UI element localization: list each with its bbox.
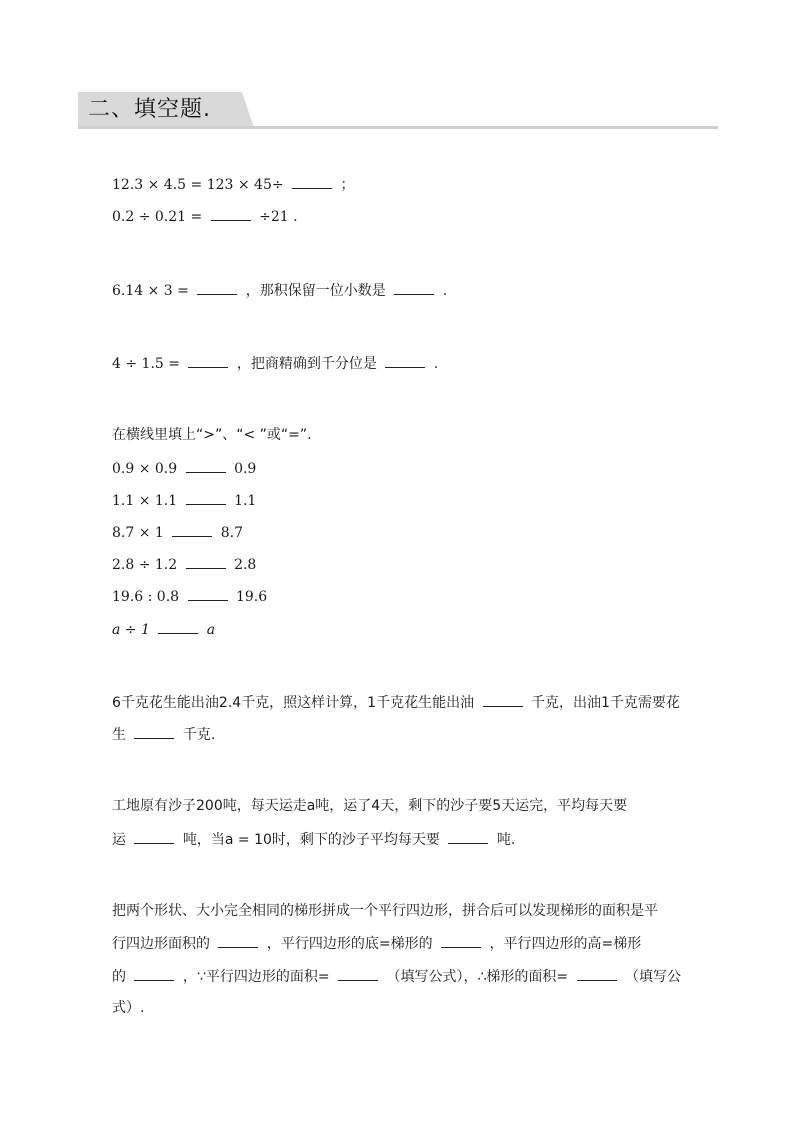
q7-text: ，∵平行四边形的面积= [182, 969, 330, 985]
q7-text: ，平行四边形的底=梯形的 [266, 936, 433, 952]
answer-blank[interactable] [448, 829, 488, 844]
answer-blank[interactable] [385, 353, 425, 368]
comparison-right: 0.9 [234, 461, 257, 477]
q2-end: . [442, 283, 448, 299]
comparison-left: a ÷ 1 [112, 622, 150, 638]
q6-line1: 工地原有沙子200吨，每天运走a吨，运了4天，剩下的沙子要5天运完，平均每天要 [112, 798, 628, 814]
q3-middle-text: ，把商精确到千分位是 [236, 356, 377, 372]
comparison-left: 8.7 × 1 [112, 525, 164, 541]
answer-blank[interactable] [134, 829, 174, 844]
q6-text: 吨，当a = 10时，剩下的沙子平均每天要 [182, 832, 440, 848]
answer-blank[interactable] [172, 522, 212, 537]
q7-line2 [112, 933, 641, 954]
answer-blank[interactable] [188, 353, 228, 368]
q5-line1 [112, 692, 680, 713]
q1-line2-end: ÷21 . [259, 209, 298, 225]
answer-blank[interactable] [188, 586, 228, 601]
q5-text: 千克. [182, 727, 216, 743]
answer-blank[interactable] [134, 966, 174, 981]
q6-text: 吨. [496, 832, 516, 848]
q5-text: 生 [112, 727, 126, 743]
q5-text: 6千克花生能出油2.4千克，照这样计算，1千克花生能出油 [112, 695, 475, 711]
q5-line2 [112, 724, 215, 745]
q7-text: 行四边形面积的 [112, 936, 210, 952]
answer-blank[interactable] [338, 966, 378, 981]
q2-middle-text: ，那积保留一位小数是 [245, 283, 386, 299]
section-header [78, 92, 718, 130]
answer-blank[interactable] [197, 280, 237, 295]
comparison-row [112, 619, 215, 640]
q7-text: ，平行四边形的高=梯形 [489, 936, 642, 952]
q7-text: （填写公 [625, 969, 681, 985]
q7-text: 的 [112, 969, 126, 985]
comparison-left: 2.8 ÷ 1.2 [112, 557, 178, 573]
answer-blank[interactable] [134, 724, 174, 739]
q1-line2-expression: 0.2 ÷ 0.21 = [112, 209, 203, 225]
comparison-row [112, 586, 267, 607]
q2-expression: 6.14 × 3 = [112, 283, 189, 299]
comparison-row [112, 554, 256, 575]
q6-text: 运 [112, 832, 126, 848]
q3-line [112, 353, 438, 374]
section-title: 二、填空题. [88, 97, 211, 122]
answer-blank[interactable] [394, 280, 434, 295]
q4-instruction: 在横线里填上“>”、“< ”或“=”. [112, 427, 312, 443]
comparison-row [112, 458, 256, 479]
comparison-right: 19.6 [235, 589, 268, 605]
answer-blank[interactable] [186, 458, 226, 473]
answer-blank[interactable] [158, 619, 198, 634]
comparison-row [112, 490, 256, 511]
answer-blank[interactable] [211, 206, 251, 221]
q1-line1-end: ； [340, 177, 355, 193]
q7-line3 [112, 966, 681, 987]
q7-line4: 式）. [112, 1000, 145, 1016]
comparison-row [112, 522, 243, 543]
comparison-right: 8.7 [220, 525, 243, 541]
comparison-right: 1.1 [234, 493, 257, 509]
answer-blank[interactable] [577, 966, 617, 981]
q1-line1 [112, 174, 355, 195]
q6-line2 [112, 829, 515, 850]
answer-blank[interactable] [483, 692, 523, 707]
q7-text: （填写公式），∴梯形的面积= [386, 969, 569, 985]
q3-expression: 4 ÷ 1.5 = [112, 356, 180, 372]
section-divider [78, 126, 718, 129]
answer-blank[interactable] [218, 933, 258, 948]
answer-blank[interactable] [186, 490, 226, 505]
comparison-right: 2.8 [234, 557, 257, 573]
answer-blank[interactable] [441, 933, 481, 948]
comparison-right: a [206, 622, 216, 638]
q1-line2 [112, 206, 298, 227]
q5-text: 千克，出油1千克需要花 [530, 695, 680, 711]
comparison-left: 19.6 : 0.8 [112, 589, 180, 605]
answer-blank[interactable] [186, 554, 226, 569]
comparison-left: 1.1 × 1.1 [112, 493, 178, 509]
answer-blank[interactable] [292, 174, 332, 189]
q3-end: . [433, 356, 439, 372]
comparison-left: 0.9 × 0.9 [112, 461, 178, 477]
q7-line1: 把两个形状、大小完全相同的梯形拼成一个平行四边形，拼合后可以发现梯形的面积是平 [112, 903, 658, 919]
q2-line [112, 280, 447, 301]
q1-line1-expression: 12.3 × 4.5 = 123 × 45÷ [112, 177, 284, 193]
